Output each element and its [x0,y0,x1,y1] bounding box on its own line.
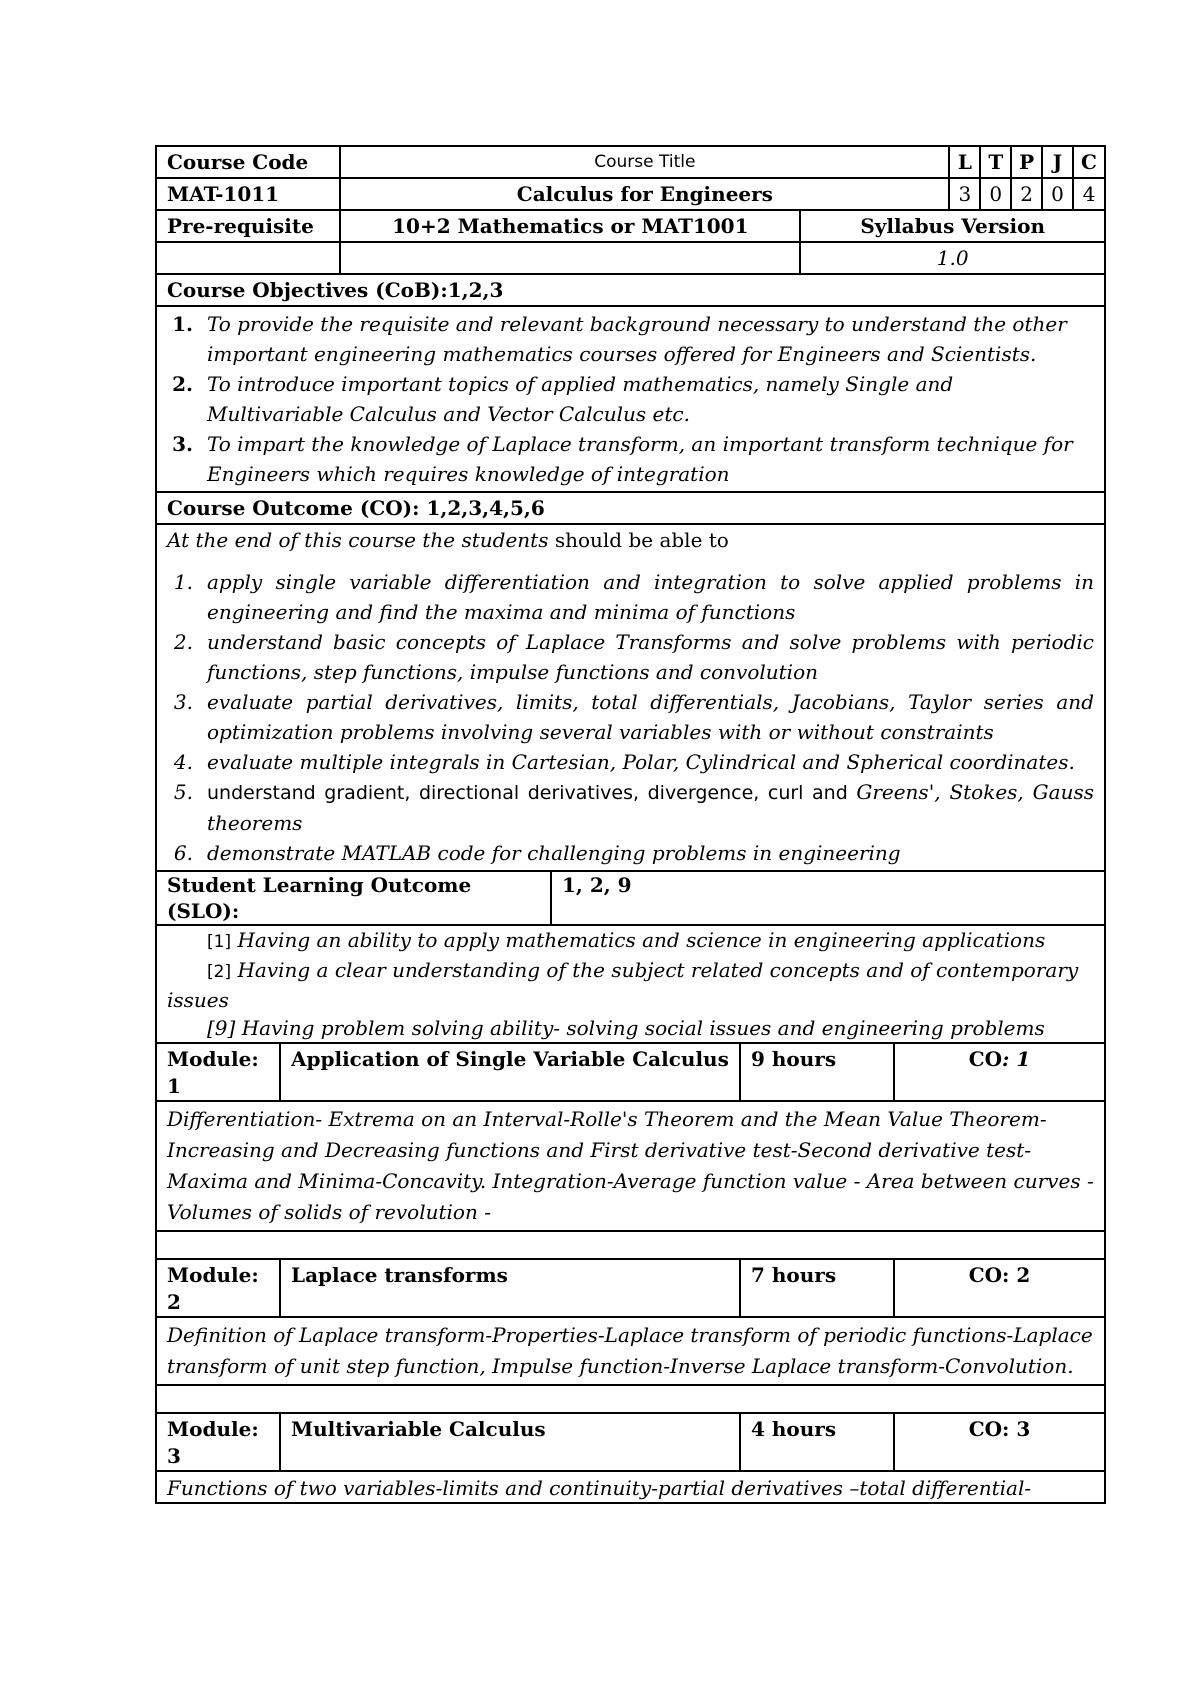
empty-cell [340,242,800,274]
outcome-number: 4. [173,750,193,774]
outcomes-title: Course Outcome (CO): 1,2,3,4,5,6 [156,492,1105,524]
objective-number: 1. [172,312,193,336]
modules-table [155,1042,1106,1504]
slo-item [167,1014,1094,1042]
module-header-row [156,1259,1105,1317]
outcomes-intro-italic: At the end of this course the students [167,528,549,552]
module-title: Laplace transforms [280,1259,740,1317]
module-title: Multivariable Calculus [280,1413,740,1471]
syllabus-version-label: Syllabus Version [800,210,1105,242]
slo-text: Having problem solving ability- solving social issues and engineering problems [241,1016,1045,1040]
objective-item [167,309,1094,369]
outcome-text-plain: understand gradient, directional derivatives, divergence, curl and [207,782,857,804]
outcome-item [167,627,1094,687]
outcome-text: apply single variable differentiation and integration to solve applied problems in engineering and find the maxima and minima of functions [207,570,1094,624]
module-label: Module: 2 [156,1259,280,1317]
syllabus-page [155,145,1106,1504]
outcome-text-italic: Greens', Stokes, Gauss theorems [207,780,1094,835]
module-co: CO: 3 [894,1413,1105,1471]
ltpjc-label-j: J [1042,146,1073,178]
objectives-title: Course Objectives (CoB):1,2,3 [156,274,1105,306]
ltpjc-label-t: T [980,146,1011,178]
module-label: Module: 1 [156,1043,280,1101]
ltpjc-value-p: 2 [1011,178,1042,210]
slo-text: Having a clear understanding of the subject related concepts and of contemporary issues [167,958,1079,1012]
module-hours: 4 hours [740,1413,894,1471]
objective-item [167,369,1094,429]
outcome-text: understand basic concepts of Laplace Transforms and solve problems with periodic functions, step functions, impulse functions and convolution [207,630,1094,684]
outcomes-intro [167,525,1094,555]
module-content: Functions of two variables-limits and continuity-partial derivatives –total differential- [156,1471,1105,1503]
objective-number: 2. [172,372,193,396]
objective-number: 3. [172,432,193,456]
module-title: Application of Single Variable Calculus [280,1043,740,1101]
outcomes-list [156,524,1105,871]
module-content: Differentiation- Extrema on an Interval-Rolle's Theorem and the Mean Value Theorem- Increasing and Decreasing functions and First derivative test-Second derivative test-Maxima and Minima-Concavity. Integration-Average function value - Area between curves - Volumes of solids of revolution - [156,1101,1105,1231]
outcome-item [167,567,1094,627]
course-title-label: Course Title [340,146,949,178]
course-code-label: Course Code [156,146,340,178]
outcome-number: 6. [173,841,193,865]
outcome-item [167,777,1094,838]
slo-item [167,926,1094,956]
outcome-text: evaluate partial derivatives, limits, total differentials, Jacobians, Taylor series and optimization problems involving several variables with or without constraints [207,690,1094,744]
module-content: Definition of Laplace transform-Properties-Laplace transform of periodic functions-Laplace transform of unit step function, Impulse function-Inverse Laplace transform-Convolution. [156,1317,1105,1385]
empty-cell [156,242,340,274]
slo-text: Having an ability to apply mathematics and science in engineering applications [237,928,1046,952]
module-co: CO: 2 [894,1259,1105,1317]
spacer-row [156,1231,1105,1259]
outcome-number: 2. [173,630,193,654]
outcomes-intro-plain: should be able to [548,528,729,552]
ltpjc-value-t: 0 [980,178,1011,210]
prereq-label: Pre-requisite [156,210,340,242]
outcome-text [207,777,1094,838]
slo-number: [9] [207,1016,236,1040]
module-label: Module: 3 [156,1413,280,1471]
slo-item [167,956,1094,1014]
prereq-value: 10+2 Mathematics or MAT1001 [340,210,800,242]
module-co: CO: 1 [894,1043,1105,1101]
outcome-number: 1. [173,570,193,594]
objective-text: To provide the requisite and relevant background necessary to understand the other important engineering mathematics courses offered for Engineers and Scientists. [207,312,1067,366]
module-header-row [156,1043,1105,1101]
course-title: Calculus for Engineers [340,178,949,210]
outcome-text: evaluate multiple integrals in Cartesian, Polar, Cylindrical and Spherical coordinates. [207,750,1075,774]
slo-list [156,925,1105,1043]
objective-text: To introduce important topics of applied mathematics, namely Single and Multivariable Calculus and Vector Calculus etc. [207,372,954,426]
ltpjc-label-p: P [1011,146,1042,178]
outcome-number: 3. [173,690,193,714]
spacer-row [156,1385,1105,1413]
slo-table [155,870,1106,1044]
slo-number: [2] [207,962,232,982]
module-hours: 7 hours [740,1259,894,1317]
ltpjc-label-c: C [1073,146,1105,178]
syllabus-version: 1.0 [800,242,1105,274]
objectives-list [156,306,1105,492]
outcome-item [167,747,1094,777]
ltpjc-label-l: L [949,146,980,178]
ltpjc-value-c: 4 [1073,178,1105,210]
course-header-table [155,145,1106,275]
course-code: MAT-1011 [156,178,340,210]
outcome-item [167,687,1094,747]
objective-text: To impart the knowledge of Laplace transform, an important transform technique for Engineers which requires knowledge of integration [207,432,1073,486]
outcome-item [167,838,1094,868]
outcome-text: demonstrate MATLAB code for challenging problems in engineering [207,841,901,865]
ltpjc-value-l: 3 [949,178,980,210]
ltpjc-value-j: 0 [1042,178,1073,210]
objective-item [167,429,1094,489]
objectives-outcomes-table [155,273,1106,872]
slo-number: [1] [207,932,232,952]
outcome-number: 5. [173,780,193,804]
module-hours: 9 hours [740,1043,894,1101]
module-header-row [156,1413,1105,1471]
slo-title: Student Learning Outcome (SLO): [156,871,551,925]
slo-values: 1, 2, 9 [551,871,1105,925]
